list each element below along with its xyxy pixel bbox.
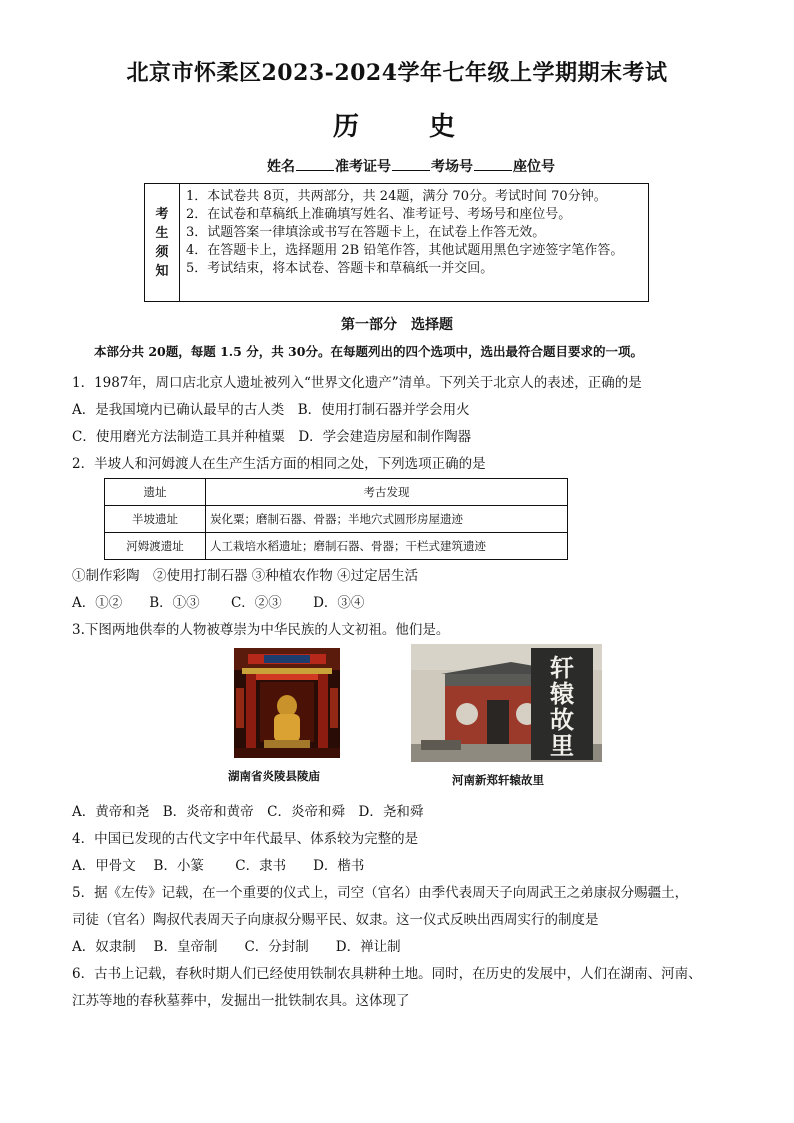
exam-title: 北京市怀柔区2023-2024学年七年级上学期期末考试 [126,60,668,86]
part-one-title: 第一部分 选择题 [341,317,453,333]
sign-char: 轩 [550,653,574,682]
exam-notice-box [144,183,649,302]
table-row [105,533,568,560]
q6-stem-line1: 6．古书上记载，春秋时期人们已经使用铁制农具耕种土地。同时，在历史的发展中，人们在湖南、河南、 [72,966,702,982]
notice-item: 3．试题答案一律填涂或书写在答题卡上，在试卷上作答无效。 [186,225,546,240]
q1-options-cd: C．使用磨光方法制造工具并种植粟 D．学会建造房屋和制作陶器 [72,429,472,445]
q1-stem: 1．1987年，周口店北京人遗址被列入“世界文化遗产”清单。下列关于北京人的表述，正确的是 [72,375,642,391]
q5-options: A．奴隶制 B．皇帝制 C．分封制 D．禅让制 [72,939,401,955]
table-row [105,506,568,533]
q2-items: ①制作彩陶 ②使用打制石器 ③种植农作物 ④过定居生活 [72,568,419,584]
sign-char: 里 [550,731,574,760]
table-cell-site: 半坡遗址 [105,506,206,533]
notice-item: 5．考试结束，将本试卷、答题卡和草稿纸一并交回。 [186,261,494,276]
table-cell-finds: 炭化粟；磨制石器、骨器；半地穴式圆形房屋遗迹 [206,506,568,533]
seat-label: 座位号 [513,159,555,175]
subject-title: 历 史 [332,112,461,142]
candidate-info-bar [267,156,555,176]
photo-caption-right: 河南新郑轩辕故里 [452,773,544,787]
xuanyuan-hometown-photo [411,644,602,762]
archaeology-table [104,478,568,560]
sign-char: 故 [550,705,574,734]
room-label: 考场号 [431,159,473,175]
notice-label: 考 生 须 知 [145,184,180,301]
photo-caption-left: 湖南省炎陵县陵庙 [228,769,320,783]
room-blank [474,157,512,171]
table-header-row [105,479,568,506]
q2-stem: 2．半坡人和河姆渡人在生产生活方面的相同之处，下列选项正确的是 [72,456,486,472]
name-blank [296,157,334,171]
table-header-finds: 考古发现 [206,479,568,506]
q6-stem-line2: 江苏等地的春秋墓葬中，发掘出一批铁制农具。这体现了 [72,993,410,1009]
q3-stem: 3.下图两地供奉的人物被尊崇为中华民族的人文初祖。他们是。 [72,622,450,638]
q1-options-ab: A．是我国境内已确认最早的古人类 B．使用打制石器并学会用火 [72,402,470,418]
table-header-site: 遗址 [105,479,206,506]
table-cell-finds: 人工栽培水稻遗址；磨制石器、骨器；干栏式建筑遗迹 [206,533,568,560]
notice-item: 2．在试卷和草稿纸上准确填写姓名、准考证号、考场号和座位号。 [186,207,572,222]
name-label: 姓名 [267,159,295,175]
notice-item: 1．本试卷共 8页，共两部分，共 24题，满分 70分。考试时间 70分钟。 [186,189,607,204]
table-cell-site: 河姆渡遗址 [105,533,206,560]
ticket-blank [392,157,430,171]
yanling-temple-photo [234,648,340,758]
ticket-label: 准考证号 [335,159,391,175]
notice-item: 4．在答题卡上，选择题用 2B 铅笔作答，其他试题用黑色字迹签字笔作答。 [186,243,624,258]
q4-options: A．甲骨文 B．小篆 C．隶书 D．楷书 [72,858,365,874]
xuanyuan-gate-image [411,644,602,762]
part-one-instructions: 本部分共 20题，每题 1.5 分，共 30分。在每题列出的四个选项中，选出最符合题目要求的一项。 [94,344,643,359]
sign-char: 辕 [550,679,574,708]
q2-options: A．①② B．①③ C．②③ D．③④ [72,595,365,611]
q4-stem: 4．中国已发现的古代文字中年代最早、体系较为完整的是 [72,831,419,847]
q5-stem-line2: 司徒（官名）陶叔代表周天子向康叔分赐平民、奴隶。这一仪式反映出西周实行的制度是 [72,912,599,928]
temple-shrine-image [234,648,340,758]
notice-items [180,184,648,301]
q5-stem-line1: 5．据《左传》记载，在一个重要的仪式上，司空（官名）由季代表周天子向周武王之弟康叔分赐疆土， [72,885,689,901]
q3-options: A．黄帝和尧 B．炎帝和黄帝 C．炎帝和舜 D．尧和舜 [72,804,424,820]
